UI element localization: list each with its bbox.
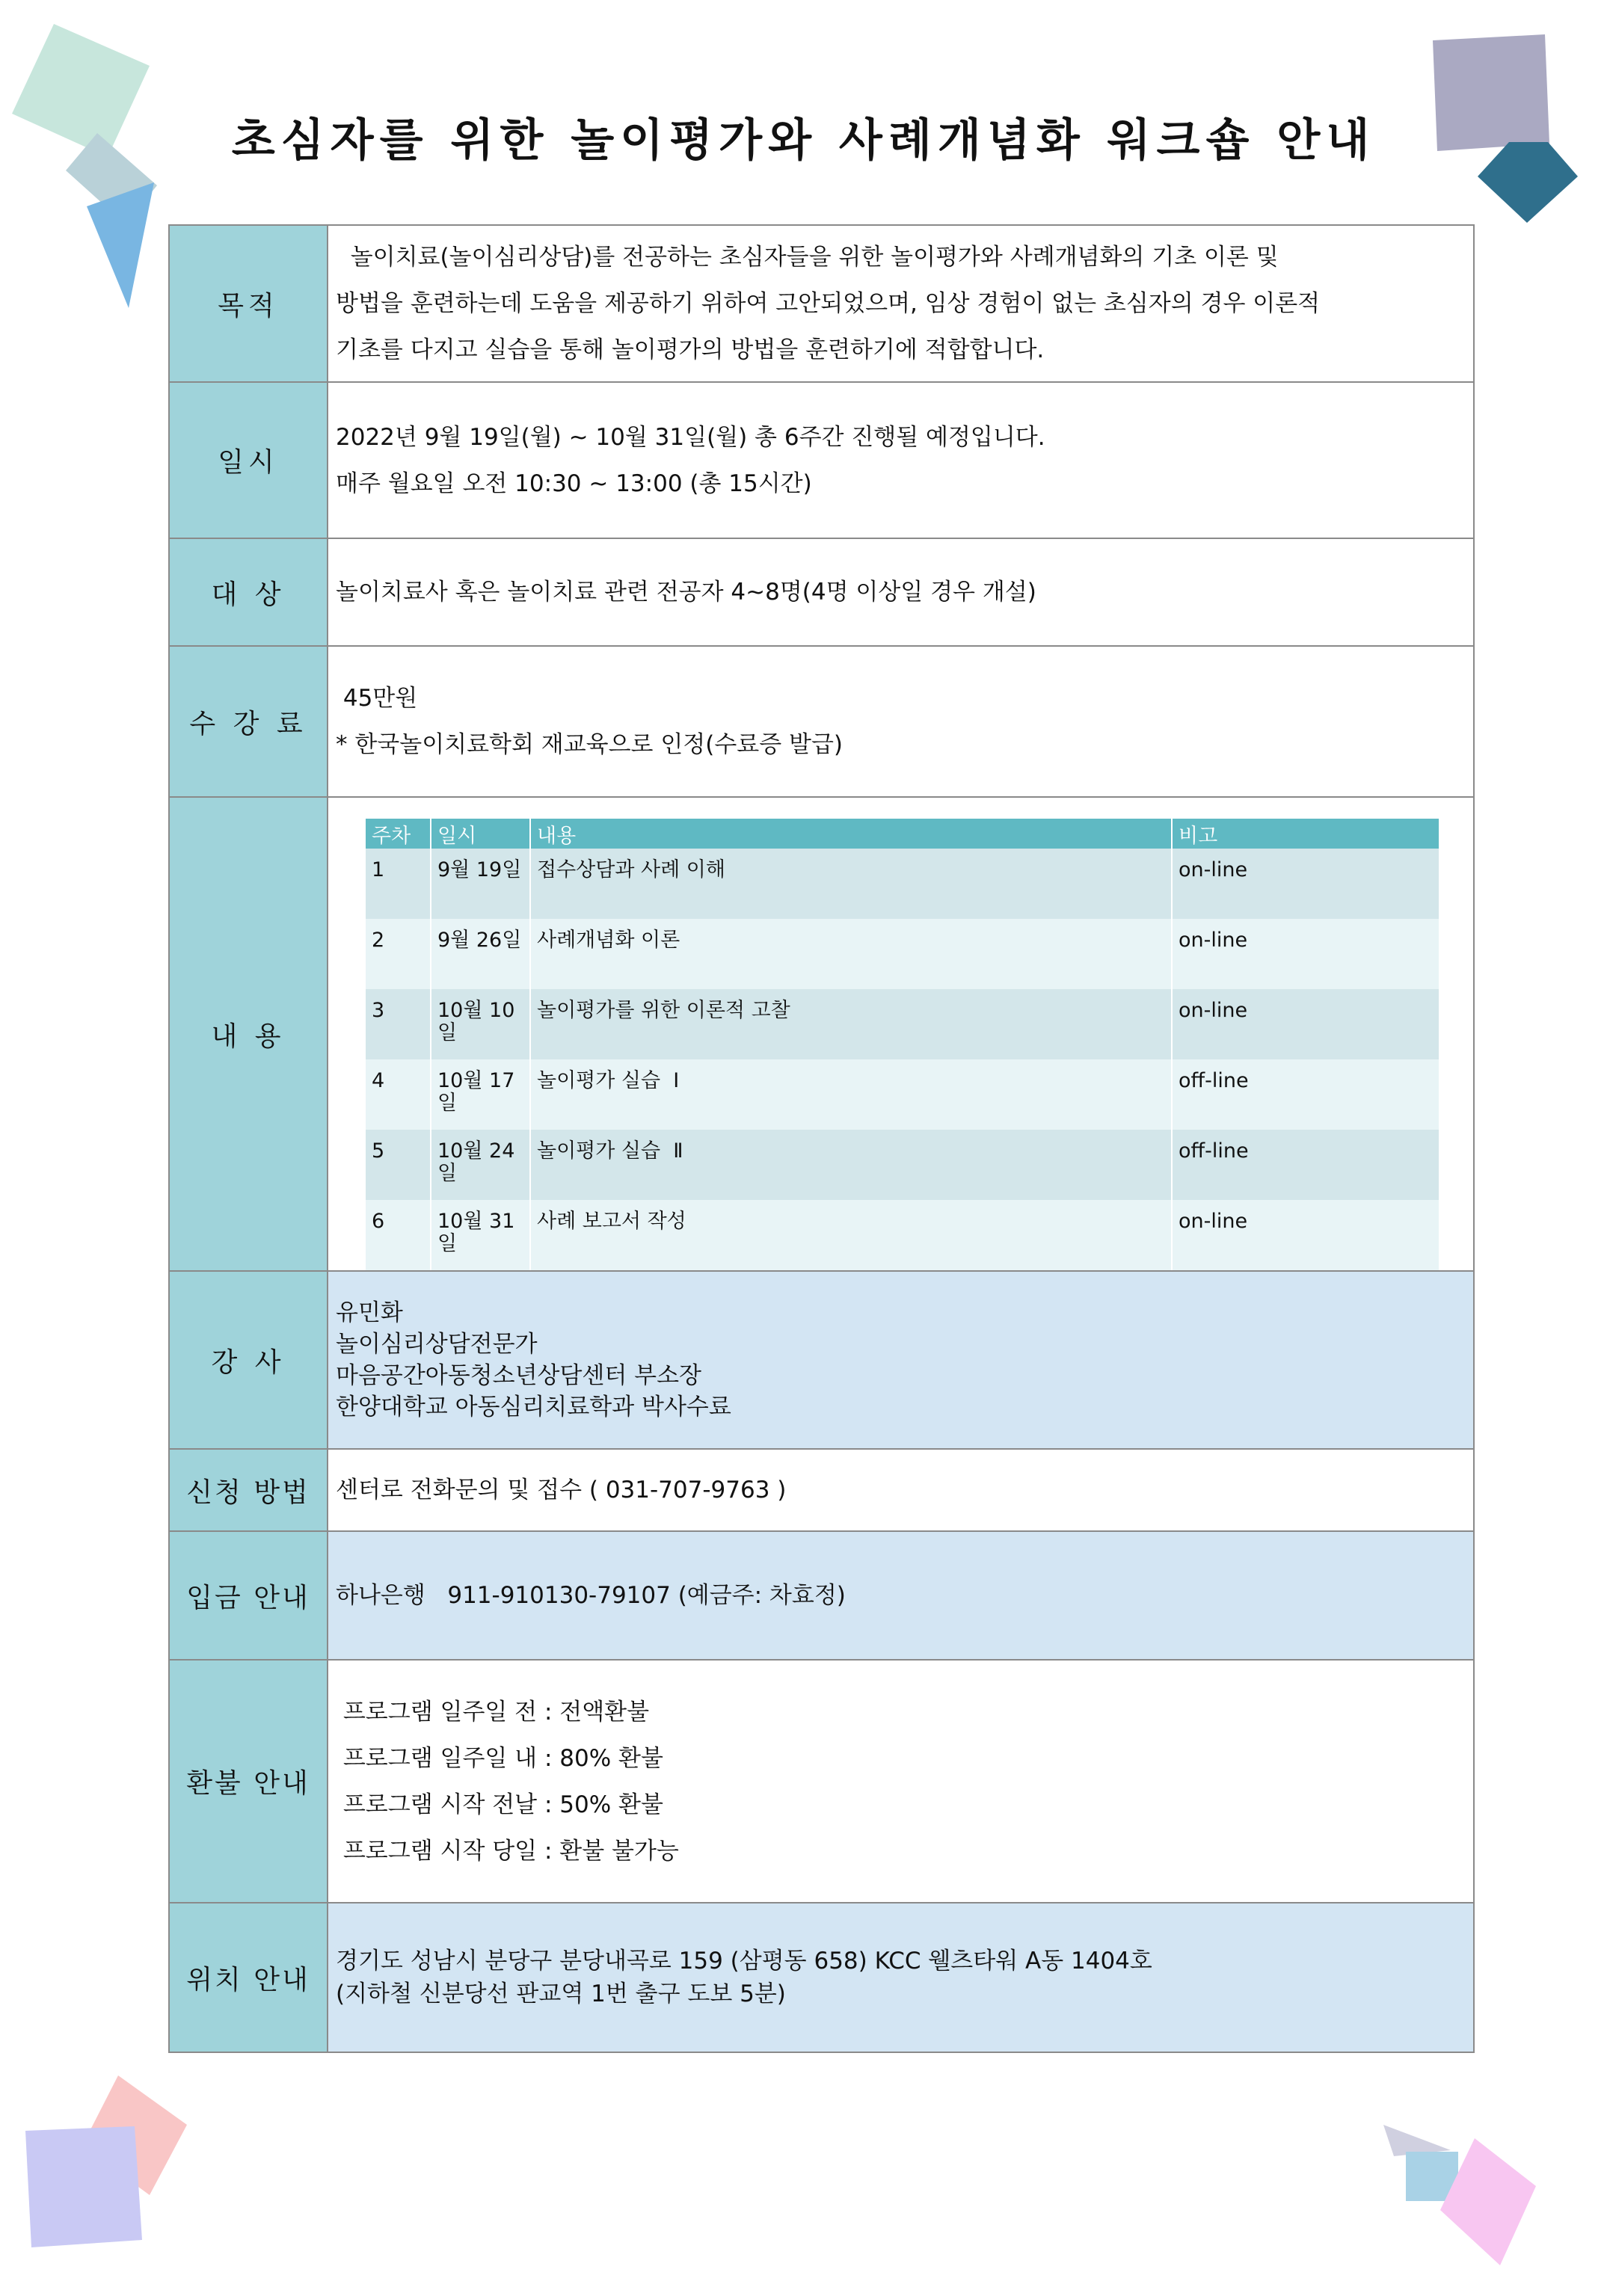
instructor-value [328,1271,1474,1449]
curriculum-mode: on-line [1172,989,1439,1059]
schedule-date-line: 2022년 9월 19일(월) ~ 10월 31일(월) 총 6주간 진행될 예정입니다. [336,423,1045,451]
purpose-line: 기초를 다지고 실습을 통해 놀이평가의 방법을 훈련하기에 적합합니다. [336,336,1045,363]
instructor-line: 놀이심리상담전문가 [336,1331,538,1358]
curriculum-week: 1 [366,849,431,919]
curriculum-mode: on-line [1172,849,1439,919]
instructor-row [169,1271,1474,1449]
curriculum-header-date: 일시 [431,819,530,849]
curriculum-row [366,1200,1439,1270]
location-line: 경기도 성남시 분당구 분당내곡로 159 (삼평동 658) KCC 웰츠타워 A동 1404호 [336,1948,1152,1975]
location-label: 위치 안내 [169,1903,328,2052]
curriculum-row [366,1059,1439,1130]
curriculum-week: 6 [366,1200,431,1270]
curriculum-topic: 접수상담과 사례 이해 [530,849,1172,919]
instructor-line: 한양대학교 아동심리치료학과 박사수료 [336,1394,731,1421]
payment-value [328,1531,1474,1660]
curriculum-week: 4 [366,1059,431,1130]
curriculum-header-note: 비고 [1172,819,1439,849]
payment-label: 입금 안내 [169,1531,328,1660]
curriculum-date: 9월 19일 [431,849,530,919]
apply-label: 신청 방법 [169,1449,328,1531]
purpose-row [169,225,1474,382]
content-row [169,797,1474,1271]
location-value [328,1903,1474,2052]
curriculum-date: 10월 31일 [431,1200,530,1270]
decoration-bottom-right-icon [1376,2108,1607,2296]
refund-line: 프로그램 시작 당일 : 환불 불가능 [336,1837,679,1865]
page-title: 초심자를 위한 놀이평가와 사례개념화 워크숍 안내 [231,114,1376,167]
schedule-date-value [328,382,1474,538]
payment-row [169,1531,1474,1660]
curriculum-week: 5 [366,1130,431,1200]
curriculum-topic: 놀이평가 실습 Ⅱ [530,1130,1172,1200]
content-value [328,797,1474,1271]
curriculum-topic: 놀이평가 실습 Ⅰ [530,1059,1172,1130]
refund-label: 환불 안내 [169,1660,328,1903]
curriculum-mode: off-line [1172,1130,1439,1200]
curriculum-week: 2 [366,919,431,989]
apply-text: 센터로 전화문의 및 접수 ( 031-707-9763 ) [336,1477,787,1504]
workshop-info-table [168,224,1475,2053]
curriculum-table [366,819,1439,1270]
purpose-value [328,225,1474,382]
apply-row [169,1449,1474,1531]
curriculum-date: 10월 24일 [431,1130,530,1200]
schedule-date-row [169,382,1474,538]
refund-line: 프로그램 일주일 전 : 전액환불 [336,1698,650,1726]
curriculum-mode: on-line [1172,1200,1439,1270]
fee-amount: 45만원 [336,685,418,712]
refund-row [169,1660,1474,1903]
curriculum-header-topic: 내용 [530,819,1172,849]
target-row [169,538,1474,646]
instructor-label: 강 사 [169,1271,328,1449]
target-value [328,538,1474,646]
curriculum-topic: 놀이평가를 위한 이론적 고찰 [530,989,1172,1059]
content-label: 내 용 [169,797,328,1271]
curriculum-week: 3 [366,989,431,1059]
apply-value [328,1449,1474,1531]
location-line: (지하철 신분당선 판교역 1번 출구 도보 5분) [336,1980,786,2007]
curriculum-header-week: 주차 [366,819,431,849]
payment-text: 하나은행 911-910130-79107 (예금주: 차효정) [336,1582,846,1609]
schedule-date-line: 매주 월요일 오전 10:30 ~ 13:00 (총 15시간) [336,470,812,497]
instructor-line: 유민화 [336,1299,403,1326]
curriculum-date: 10월 17일 [431,1059,530,1130]
curriculum-mode: on-line [1172,919,1439,989]
purpose-label: 목적 [169,225,328,382]
curriculum-date: 9월 26일 [431,919,530,989]
curriculum-header-row [366,819,1439,849]
curriculum-mode: off-line [1172,1059,1439,1130]
curriculum-topic: 사례 보고서 작성 [530,1200,1172,1270]
curriculum-row [366,849,1439,919]
curriculum-date: 10월 10일 [431,989,530,1059]
target-text: 놀이치료사 혹은 놀이치료 관련 전공자 4~8명(4명 이상일 경우 개설) [336,579,1036,606]
fee-label: 수 강 료 [169,646,328,797]
refund-line: 프로그램 시작 전날 : 50% 환불 [336,1791,663,1818]
schedule-date-label: 일시 [169,382,328,538]
fee-value [328,646,1474,797]
refund-value [328,1660,1474,1903]
instructor-line: 마음공간아동청소년상담센터 부소장 [336,1362,701,1389]
refund-line: 프로그램 일주일 내 : 80% 환불 [336,1744,663,1772]
purpose-line: 놀이치료(놀이심리상담)를 전공하는 초심자들을 위한 놀이평가와 사례개념화의 기초 이론 및 [336,244,1279,271]
fee-row [169,646,1474,797]
decoration-bottom-left-icon [15,2063,209,2296]
curriculum-row [366,1130,1439,1200]
fee-note: * 한국놀이치료학회 재교육으로 인정(수료증 발급) [336,731,844,758]
curriculum-topic: 사례개념화 이론 [530,919,1172,989]
curriculum-row [366,919,1439,989]
target-label: 대 상 [169,538,328,646]
location-row [169,1903,1474,2052]
purpose-line: 방법을 훈련하는데 도움을 제공하기 위하여 고안되었으며, 임상 경험이 없는 초심자의 경우 이론적 [336,290,1321,317]
curriculum-row [366,989,1439,1059]
